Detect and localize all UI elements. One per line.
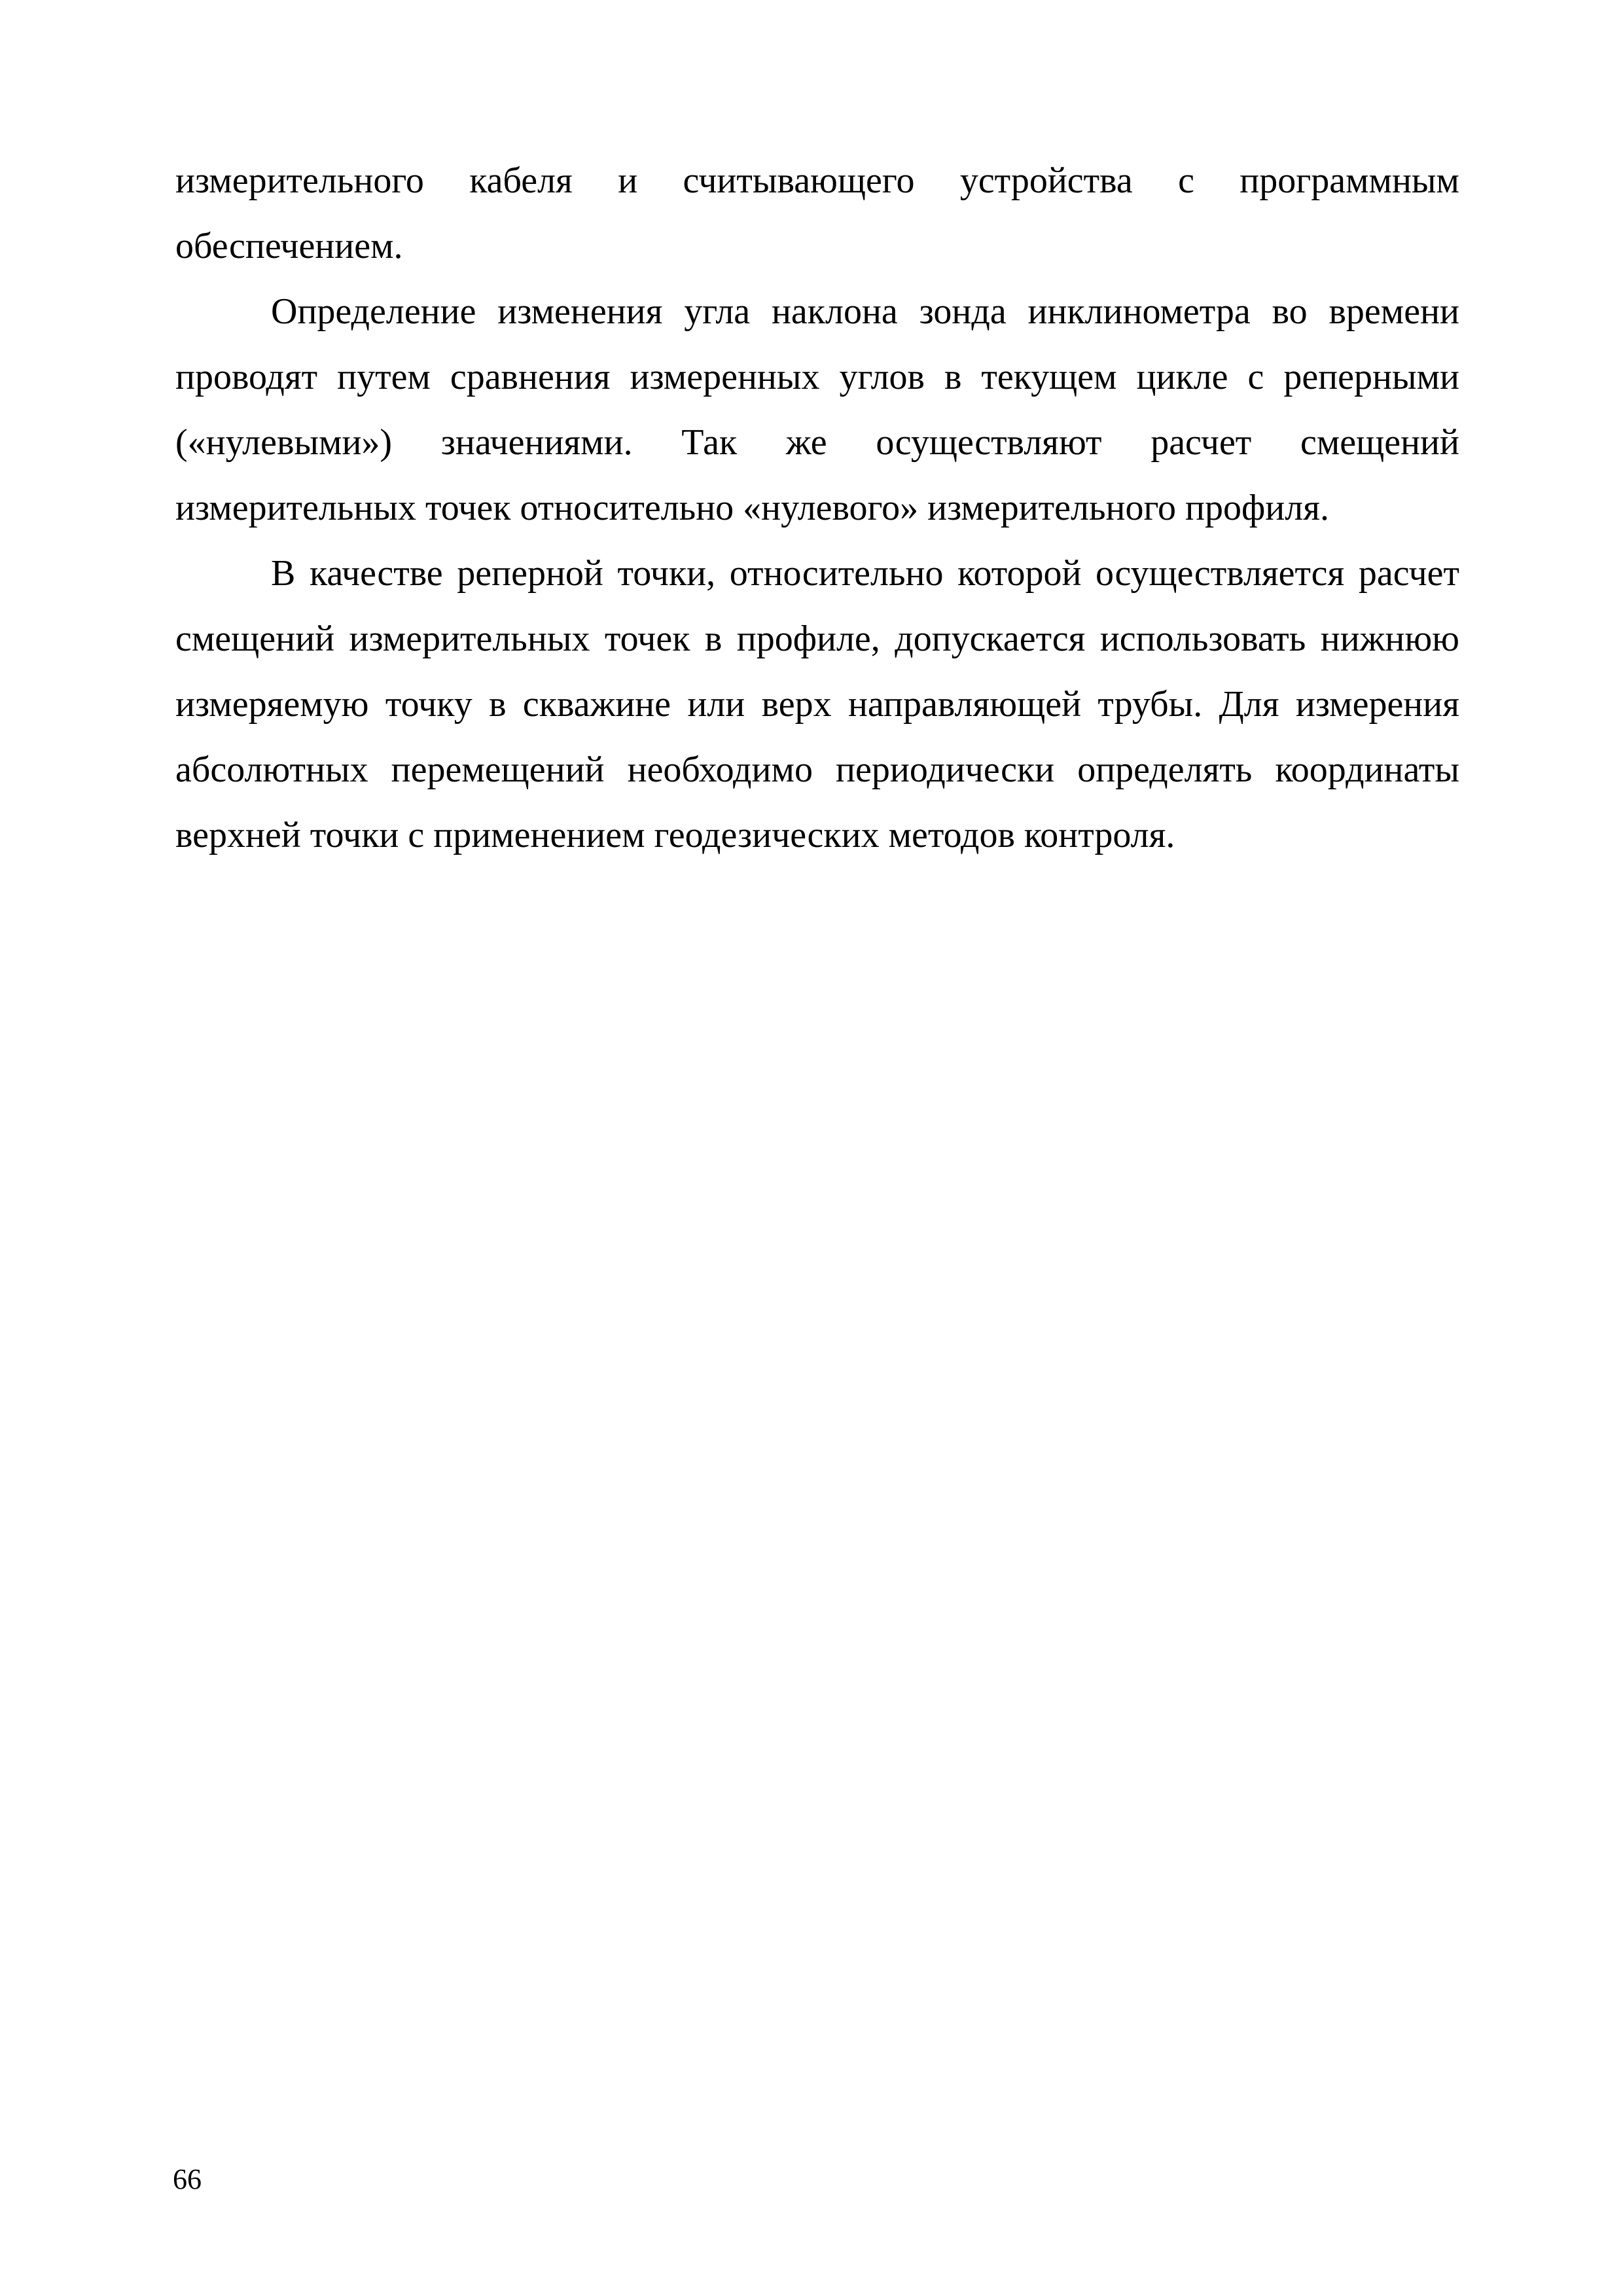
page-number: 66 [173, 2163, 202, 2195]
paragraph-continuation: измерительного кабеля и считывающего устройства с программным обеспечением. [175, 160, 1459, 266]
paragraph-reference-point: В качестве реперной точки, относительно которой осуществляется расчет смещений измерительных точек в профиле, допускается использовать нижнюю измеряемую точку в скважине или верх направляющей трубы. Для измерения абсолютных перемещений необходимо периодически определять координаты верхней точки с применением геодезических методов контроля. [175, 553, 1459, 855]
body-text [175, 148, 1459, 868]
paragraph-angle-change-determination: Определение изменения угла наклона зонда инклинометра во времени проводят путем сравнения измеренных углов в текущем цикле с реперными («нулевыми») значениями. Так же осуществляют расчет смещений измерительных точек относительно «нулевого» измерительного профиля. [175, 291, 1459, 528]
